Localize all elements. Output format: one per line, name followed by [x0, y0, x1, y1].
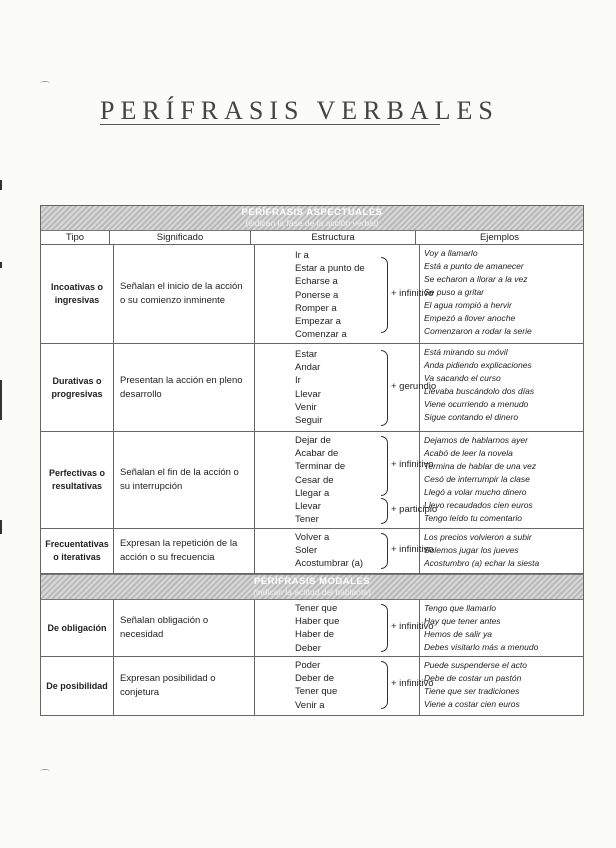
verb: Tener	[295, 514, 319, 526]
structure-ending: + infinitivo	[391, 288, 434, 299]
table-row	[41, 657, 583, 715]
example: Acostumbro (a) echar la siesta	[424, 558, 540, 568]
modal-band	[41, 574, 583, 600]
header-ejemplos: Ejemplos	[479, 232, 520, 243]
verb: Llevar	[295, 501, 321, 513]
verb: Echarse a	[295, 276, 338, 288]
verb: Haber que	[295, 616, 340, 628]
bracket	[381, 257, 388, 333]
structure-ending-participio: + participio	[391, 504, 438, 515]
row-ejemplos	[420, 432, 583, 528]
verb: Venir a	[295, 699, 325, 711]
example: Está a punto de amanecer	[424, 261, 524, 271]
row-significado: Señalan obligación o necesidad	[114, 600, 255, 656]
example: Tengo que llamarlo	[424, 603, 496, 613]
row-tipo: Durativas o progresivas	[41, 344, 114, 431]
edge-mark	[0, 262, 2, 268]
bracket	[381, 661, 388, 709]
bracket	[381, 533, 388, 569]
modal-band-title: PERÍFRASIS MODALES	[253, 576, 371, 587]
verb: Empezar a	[295, 316, 341, 328]
verb: Acabar de	[295, 448, 339, 460]
structure-ending: + infinitivo	[391, 459, 434, 470]
verb: Llevar	[295, 388, 321, 400]
row-significado: Expresan posibilidad o conjetura	[114, 657, 255, 715]
verb: Volver a	[295, 532, 330, 543]
row-estructura	[255, 245, 434, 343]
example: Llevaba buscándolo dos días	[424, 386, 535, 396]
bracket	[381, 604, 388, 652]
verb: Deber de	[295, 673, 335, 685]
verb: Acostumbrar (a)	[295, 558, 364, 570]
example: Hay que tener antes	[424, 616, 501, 626]
table-row	[41, 600, 583, 657]
row-estructura	[255, 432, 438, 528]
bracket	[381, 436, 388, 496]
row-estructura	[255, 657, 434, 715]
table-header	[41, 231, 583, 245]
row-estructura	[255, 344, 437, 431]
row-tipo: De obligación	[41, 600, 114, 656]
row-estructura	[255, 600, 434, 656]
example: Dejamos de hablarnos ayer	[424, 435, 528, 445]
example: Empezó a llover anoche	[424, 313, 516, 323]
verb: Ir a	[295, 250, 309, 261]
verb: Soler	[295, 545, 318, 557]
example: Comenzaron a rodar la serie	[424, 326, 532, 336]
example: Tiene que ser tradiciones	[424, 686, 520, 696]
verb: Ir	[295, 375, 301, 387]
example: Puede suspenderse el acto	[424, 660, 528, 670]
example: Viene a costar cien euros	[424, 699, 520, 709]
header-tipo: Tipo	[41, 231, 110, 244]
structure-ending: + infinitivo	[391, 621, 434, 632]
example: Anda pidiendo explicaciones	[424, 360, 532, 370]
verb: Tener que	[295, 603, 338, 614]
verb: Estar	[295, 349, 318, 360]
row-tipo: Incoativas o ingresivas	[41, 245, 114, 343]
example: Debes visitarlo más a menudo	[424, 642, 539, 652]
example: Cesó de interrumpir la clase	[424, 474, 530, 484]
row-significado: Señalan el fin de la acción o su interrupción	[114, 432, 255, 528]
title-underline	[100, 124, 440, 126]
row-ejemplos	[420, 344, 583, 431]
row-ejemplos	[420, 245, 583, 343]
header-significado: Significado	[110, 231, 251, 244]
example: Sigue contando el dinero	[424, 412, 519, 422]
example: Termina de hablar de una vez	[424, 461, 537, 471]
verb: Terminar de	[295, 461, 346, 473]
example: Viene ocurriendo a menudo	[424, 399, 529, 409]
edge-mark	[0, 520, 2, 534]
corner-mark: ⌒	[40, 82, 50, 93]
structure-ending: + gerundio	[391, 381, 437, 392]
table-row	[41, 344, 583, 432]
example: Está mirando su móvil	[424, 347, 508, 357]
row-tipo: De posibilidad	[41, 657, 114, 715]
row-ejemplos	[420, 529, 583, 573]
example: Solemos jugar los jueves	[424, 545, 519, 555]
example: Voy a llamarlo	[424, 248, 478, 258]
verb: Tener que	[295, 686, 338, 698]
header-estructura: Estructura	[251, 231, 416, 244]
bracket	[381, 498, 388, 524]
verb-list	[295, 602, 339, 655]
verb: Ponerse a	[295, 289, 339, 301]
verb: Seguir	[295, 415, 323, 427]
table-row	[41, 529, 583, 574]
verb-list	[295, 434, 345, 526]
verb: Romper a	[295, 302, 337, 314]
table-row	[41, 432, 583, 529]
aspectual-band-title: PERÍFRASIS ASPECTUALES	[241, 207, 383, 218]
verb: Llegar a	[295, 487, 330, 499]
page-title: PERÍFRASIS VERBALES	[100, 96, 499, 125]
verb: Andar	[295, 362, 321, 374]
verb: Venir	[295, 401, 317, 413]
verb-list	[295, 659, 337, 712]
verb-list	[295, 348, 322, 427]
aspectual-band	[41, 206, 583, 231]
edge-mark	[0, 380, 2, 420]
bracket	[381, 350, 388, 426]
verb: Comenzar a	[295, 329, 347, 341]
verb-list	[295, 249, 365, 341]
row-tipo: Frecuentativas o iterativas	[41, 529, 114, 573]
verb: Cesar de	[295, 474, 334, 486]
example: Va sacando el curso	[424, 373, 501, 383]
verb-list	[295, 531, 363, 571]
verb: Dejar de	[295, 435, 331, 446]
example: Se puso a gritar	[424, 287, 485, 297]
row-ejemplos	[420, 657, 583, 715]
row-significado: Expresan la repetición de la acción o su frecuencia	[114, 529, 255, 573]
example: Tengo leído tu comentario	[424, 513, 522, 523]
verb: Estar a punto de	[295, 263, 365, 275]
example: Llegó a volar mucho dinero	[424, 487, 527, 497]
table-row	[41, 245, 583, 344]
example: El agua rompió a hervir	[424, 300, 512, 310]
verb: Deber	[295, 642, 321, 654]
aspectual-band-subtitle: (indican la fase de la acción verbal)	[245, 218, 379, 228]
example: Se echaron a llorar a la vez	[424, 274, 528, 284]
row-tipo: Perfectivas o resultativas	[41, 432, 114, 528]
row-significado: Señalan el inicio de la acción o su comienzo inminente	[114, 245, 255, 343]
structure-ending: + infinitivo	[391, 678, 434, 689]
example: Llevo recaudados cien euros	[424, 500, 533, 510]
verb: Poder	[295, 660, 321, 671]
row-ejemplos	[420, 600, 583, 656]
modal-band-subtitle: (indican la actitud del hablante)	[253, 587, 371, 597]
example: Acabó de leer la novela	[424, 448, 513, 458]
edge-mark	[0, 180, 2, 190]
example: Hemos de salir ya	[424, 629, 493, 639]
example: Debe de costar un pastón	[424, 673, 522, 683]
row-estructura	[255, 529, 434, 573]
verb: Haber de	[295, 629, 335, 641]
example: Los precios volvieron a subir	[424, 532, 532, 542]
structure-ending: + infinitivo	[391, 544, 434, 555]
row-significado: Presentan la acción en pleno desarrollo	[114, 344, 255, 431]
periphrasis-table	[40, 205, 584, 716]
corner-mark: ⌒	[40, 770, 50, 781]
